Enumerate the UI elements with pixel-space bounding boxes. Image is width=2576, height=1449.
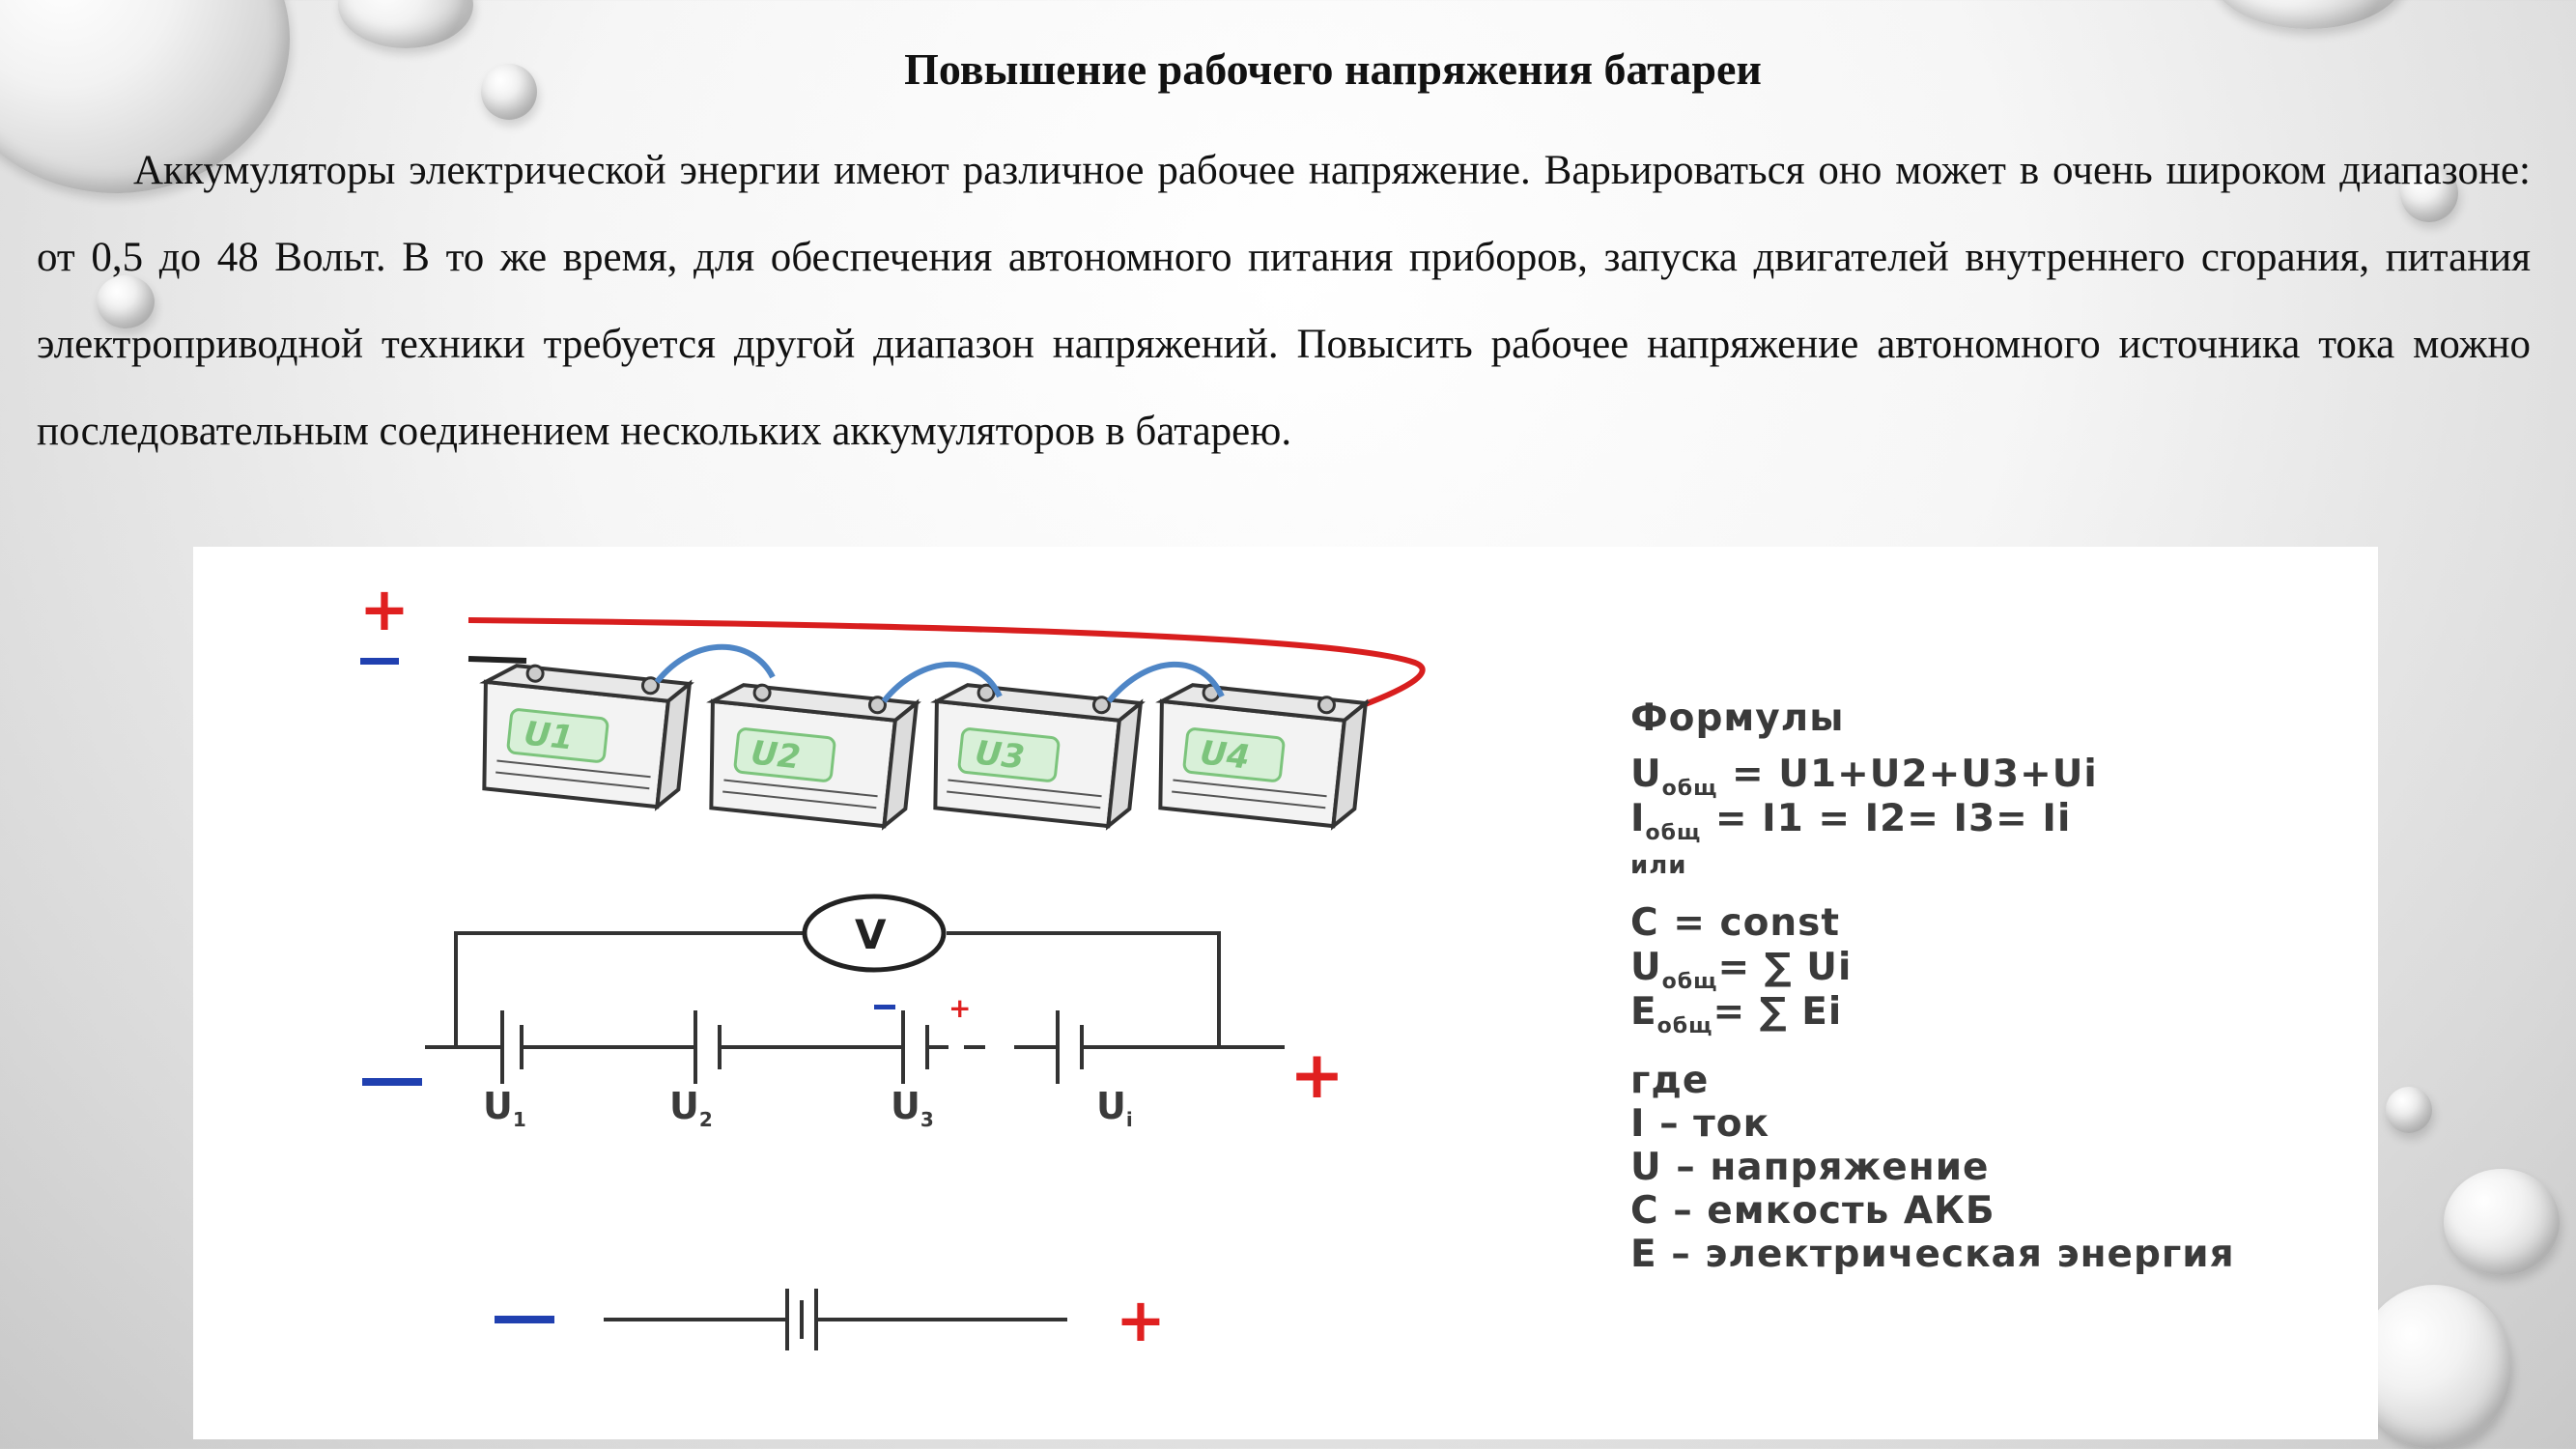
formula-or: или bbox=[1630, 851, 1687, 880]
svg-text:U4: U4 bbox=[1198, 733, 1252, 778]
formula-u-sum: $U_{общ}=$ ∑ Ui bbox=[1630, 946, 1853, 994]
water-drop-decoration bbox=[2357, 1285, 2511, 1449]
svg-text:U2: U2 bbox=[749, 733, 803, 778]
circuit-diagram bbox=[193, 547, 2378, 1439]
legend-energy: Е – электрическая энергия bbox=[1630, 1233, 2235, 1276]
cell-label-u2: $U_2$ bbox=[669, 1085, 713, 1131]
legend-capacity: С – емкость АКБ bbox=[1630, 1189, 1996, 1233]
legend-voltage: U – напряжение bbox=[1630, 1146, 1990, 1189]
black-wire bbox=[468, 659, 526, 661]
water-drop-decoration bbox=[2444, 1169, 2560, 1275]
page-title: Повышение рабочего напряжения батареи bbox=[904, 44, 1762, 94]
minus-sign-bottom bbox=[495, 1316, 554, 1323]
formulas-heading: Формулы bbox=[1630, 696, 1845, 740]
cell-label-u1: $U_1$ bbox=[483, 1085, 526, 1131]
water-drop-decoration bbox=[338, 0, 473, 48]
plus-sign-schematic: + bbox=[1289, 1037, 1345, 1114]
water-drop-decoration bbox=[2386, 1087, 2432, 1133]
water-drop-decoration bbox=[2212, 0, 2405, 29]
battery-u1 bbox=[474, 661, 690, 809]
cell-minus-mark bbox=[874, 1005, 895, 1009]
cell-label-u3: $U_3$ bbox=[891, 1085, 934, 1131]
battery-symbol bbox=[604, 1289, 1067, 1350]
minus-sign-schematic bbox=[362, 1078, 422, 1086]
cell-plus-mark: + bbox=[948, 992, 972, 1024]
plus-sign-top: + bbox=[359, 574, 410, 644]
battery-u2 bbox=[701, 680, 917, 828]
series-connection-figure bbox=[193, 547, 2378, 1439]
minus-sign-top bbox=[360, 658, 399, 665]
cell-label-ui: $U_i$ bbox=[1096, 1085, 1133, 1131]
battery-u3 bbox=[925, 680, 1141, 828]
battery-u4 bbox=[1150, 680, 1366, 828]
body-paragraph: Аккумуляторы электрической энергии имеют различное рабочее напряжение. Варьироваться оно может в очень широком диапазоне: от 0,5 до 48 Вольт. В то же время, для обеспечения автономного питания приборов, запуска двигателей внутреннего сгорания, питания электроприводной техники требуется другой диапазон напряжений. Повысить рабочее напряжение автономного источника тока можно последовательным соединением нескольких аккумуляторов в батарею. bbox=[37, 148, 2531, 454]
svg-text:U3: U3 bbox=[973, 733, 1027, 778]
formula-e-sum: $E_{общ}=$ ∑ Ei bbox=[1630, 990, 1843, 1038]
formula-c-const: C = const bbox=[1630, 901, 1840, 945]
battery-group bbox=[474, 647, 1366, 828]
voltmeter-label: V bbox=[855, 911, 887, 958]
plus-sign-bottom: + bbox=[1116, 1285, 1166, 1355]
svg-text:U1: U1 bbox=[522, 714, 576, 758]
formula-i-total: $I_{общ} = I1 = I2= I3= Ii$ bbox=[1630, 797, 2072, 845]
blue-jumper-wire bbox=[657, 647, 773, 682]
formula-where: где bbox=[1630, 1059, 1710, 1102]
formula-u-total: $U_{общ} = U1+U2+U3+Ui$ bbox=[1630, 753, 2098, 801]
legend-current: I – ток bbox=[1630, 1102, 1770, 1146]
